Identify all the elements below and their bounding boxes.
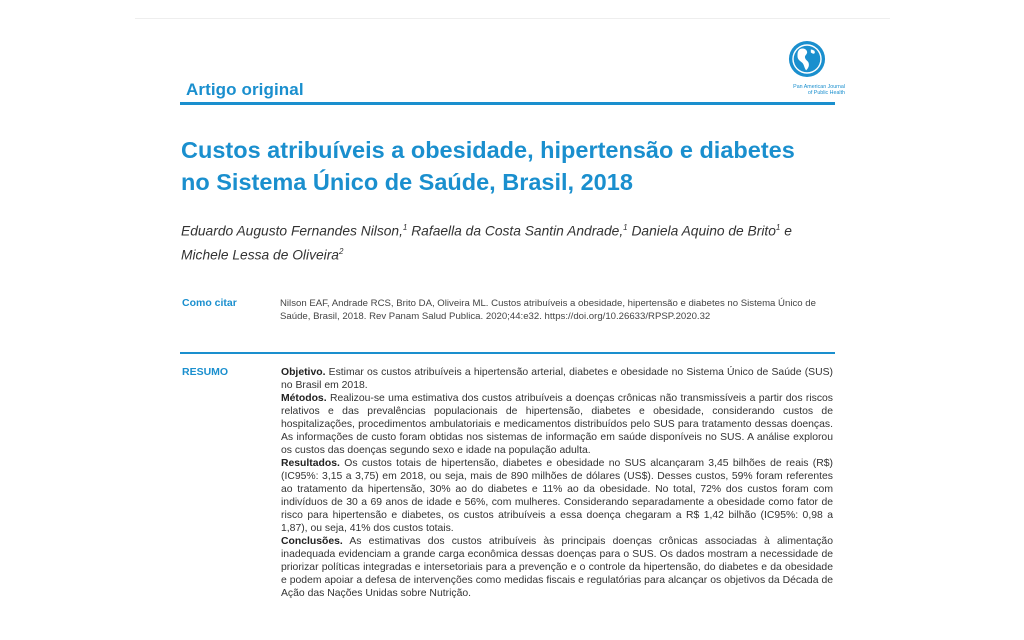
abstract-section (281, 366, 833, 392)
abstract-text: Realizou-se uma estimativa dos custos atribuíveis a doenças crônicas não transmissíveis a partir dos riscos relativos e das prevalências populacionais de hipertensão, diabetes e obesidade, considerando custos de hospitalizações, procedimentos ambulatoriais e medicamentos distribuídos pelo SUS para tratamento dessas doenças. As informações de custo foram obtidas nos sistemas de informação em saúde disponíveis no SUS. A análise explorou os custos das doenças segundo sexo e idade na população adulta. (281, 393, 833, 456)
journal-name-line1: Pan American Journal (793, 84, 845, 90)
abstract-body (281, 366, 833, 600)
section-label: Artigo original (186, 80, 304, 99)
abstract-text: Estimar os custos atribuíveis a hipertensão arterial, diabetes e obesidade no Sistema Único de Saúde (SUS) no Brasil em 2018. (281, 367, 834, 391)
title-line-1: Custos atribuíveis a obesidade, hipertensão e diabetes (181, 137, 795, 163)
abstract-section (281, 392, 833, 457)
abstract-heading: Métodos. (281, 393, 327, 404)
author-name: Rafaella da Costa Santin Andrade, (411, 223, 624, 239)
author-affiliation: 1 (623, 223, 628, 232)
author-conjunction: e (784, 223, 792, 239)
author-affiliation: 1 (775, 223, 781, 232)
author-affiliation: 1 (402, 223, 408, 232)
title-line-2: no Sistema Único de Saúde, Brasil, 2018 (181, 169, 633, 195)
journal-name-line2: of Public Health (807, 90, 845, 96)
abstract-heading: Conclusões. (281, 536, 343, 547)
author-list (181, 218, 841, 265)
abstract-section (281, 535, 833, 600)
abstract-divider (180, 352, 835, 354)
top-divider (135, 18, 890, 19)
author-name: Daniela Aquino de Brito (631, 223, 776, 239)
author-name: Eduardo Augusto Fernandes Nilson, (181, 223, 403, 239)
header-divider (180, 102, 835, 105)
journal-name (770, 84, 845, 96)
abstract-heading: Resultados. (281, 458, 340, 469)
abstract-label: RESUMO (182, 366, 229, 378)
article-title (181, 134, 851, 198)
citation-label: Como citar (182, 297, 237, 309)
abstract-text: Os custos totais de hipertensão, diabetes e obesidade no SUS alcançaram 3,45 bilhões de reais (R$) (IC95%: 3,15 a 3,75) em 2018, ou seja, mais de 890 milhões de dólares (US$). Desses custos, 59% foram referentes ao tratamento da hipertensão, 30% ao do diabetes e 11% ao da obesidade. No total, 72% dos custos foram com indivíduos de 30 a 69 anos de idade e 56%, com mulheres. Considerando separadamente a obesidade como fator de risco para hipertensão e diabetes, os custos atribuíveis a essa doença chegaram a R$ 1,42 bilhão (IC95%: 0,98 a 1,87), ou seja, 41% dos custos totais. (281, 458, 833, 534)
author-name: Michele Lessa de Oliveira (181, 247, 339, 263)
globe-icon (788, 40, 826, 78)
abstract-section (281, 457, 833, 535)
abstract-text: As estimativas dos custos atribuíveis às principais doenças crônicas associadas à alimentação inadequada evidenciam a grande carga econômica dessas doenças para o SUS. Os dados mostram a necessidade de priorizar políticas integradas e intersetoriais para a prevenção e o controle da hipertensão, do diabetes e da obesidade e podem apoiar a defesa de intervenções como medidas fiscais e regulatórias para alcançar os objetivos da Década de Ação das Nações Unidas sobre Nutrição. (281, 536, 833, 599)
abstract-heading: Objetivo. (281, 367, 326, 378)
author-affiliation: 2 (338, 246, 344, 256)
citation-text: Nilson EAF, Andrade RCS, Brito DA, Oliveira ML. Custos atribuíveis a obesidade, hipertensão e diabetes no Sistema Único de Saúde, Brasil, 2018. Rev Panam Salud Publica. 2020;44:e32. https://doi.org/10.26633/RPSP.2020.32 (280, 298, 816, 323)
